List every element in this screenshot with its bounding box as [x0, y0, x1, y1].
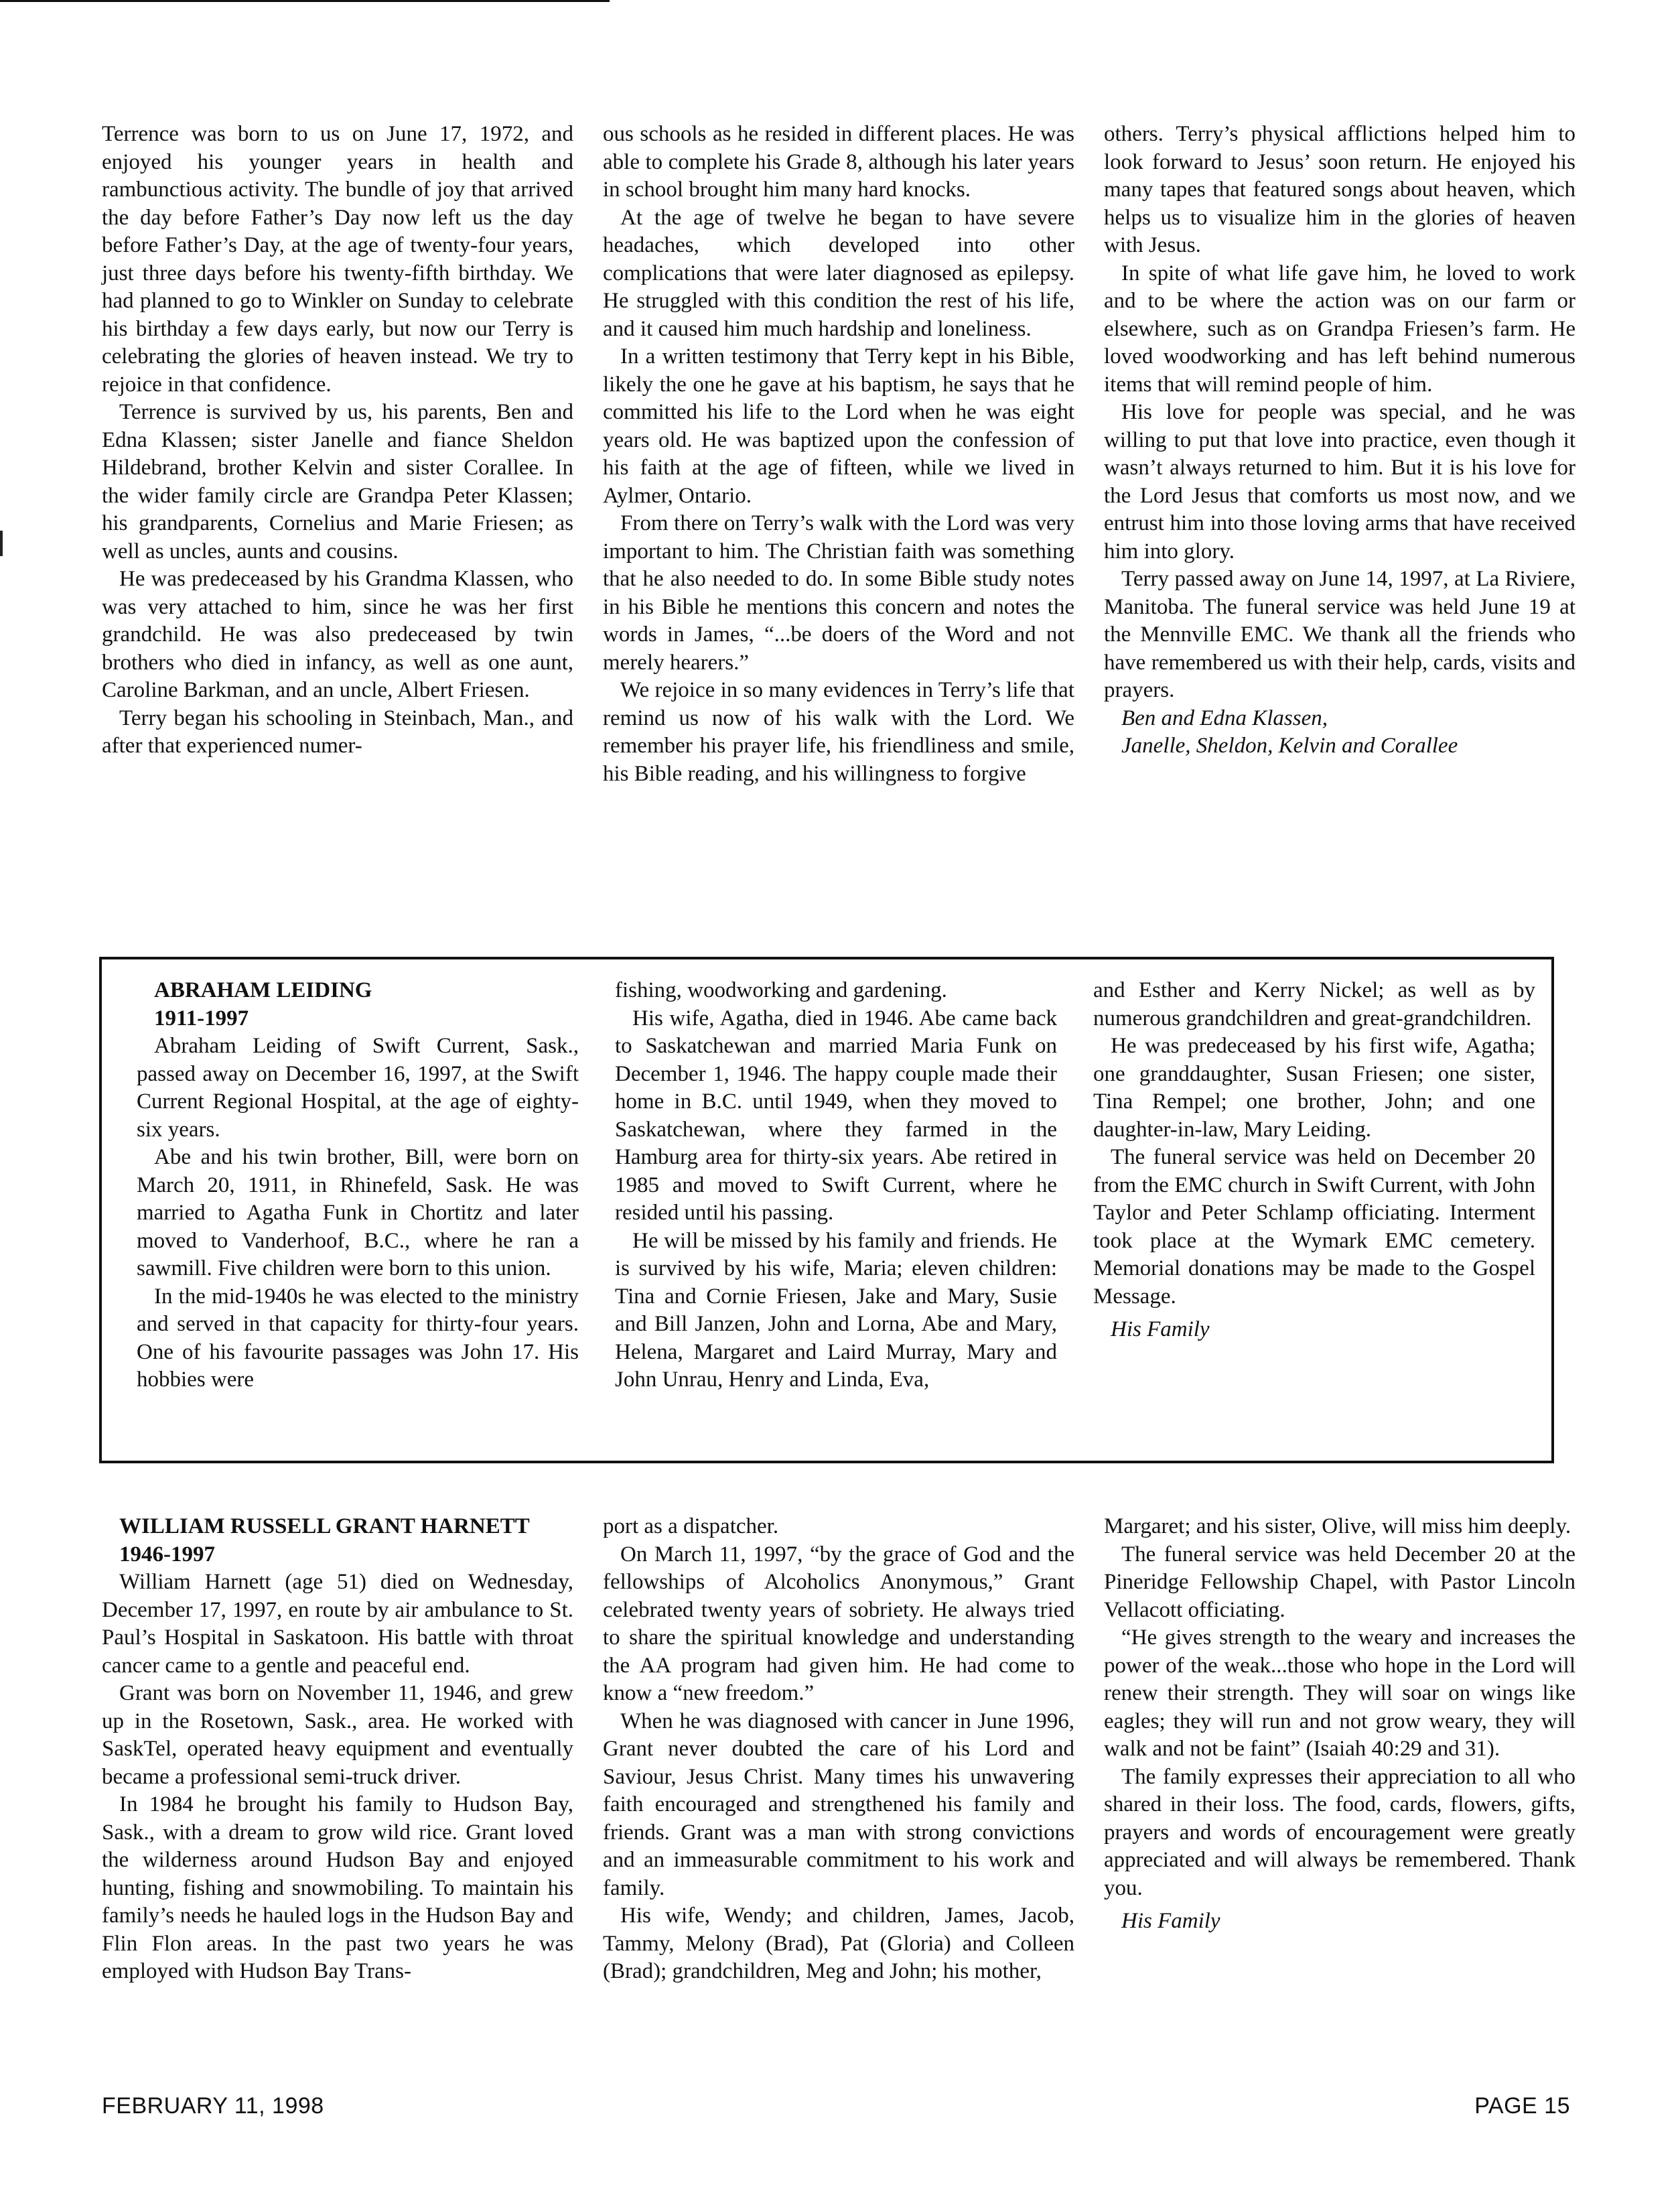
obituary-years: 1911-1997	[154, 1006, 249, 1030]
paragraph: His wife, Agatha, died in 1946. Abe came back to Saskatchewan and married Maria Funk on December 1, 1946. The happy couple made their home in B.C. until 1949, when they moved to Saskatchewan, where they farmed in the Hamburg area for thirty-six years. Abe retired in 1985 and moved to Swift Current, where he resided until his passing.	[615, 1006, 1057, 1225]
obituary-abraham-leiding	[99, 957, 1554, 1463]
column-3	[1104, 121, 1576, 788]
paragraph: His wife, Wendy; and children, James, Jacob, Tammy, Melony (Brad), Pat (Gloria) and Colleen (Brad); grandchildren, Meg and John; his mother,	[603, 1904, 1074, 1983]
paragraph: Grant was born on November 11, 1946, and grew up in the Rosetown, Sask., area. He worked with SaskTel, operated heavy equipment and eventually became a professional semi-truck driver.	[102, 1681, 573, 1789]
paragraph: fishing, woodworking and gardening.	[615, 978, 947, 1002]
paragraph: The family expresses their appreciation to all who shared in their loss. The food, cards, flowers, gifts, prayers and words of encouragement were greatly appreciated and will always be remembered. Thank you.	[1104, 1764, 1576, 1900]
paragraph: From there on Terry’s walk with the Lord was very important to him. The Christian faith was something that he also needed to do. In some Bible study notes in his Bible he mentions this concern and notes the words in James, “...be doers of the Word and not merely hearers.”	[603, 511, 1074, 675]
paragraph: Margaret; and his sister, Olive, will miss him deeply.	[1104, 1514, 1571, 1538]
paragraph: William Harnett (age 51) died on Wednesday, December 17, 1997, en route by air ambulance to St. Paul’s Hospital in Saskatoon. His battle with throat cancer came to a gentle and peaceful end.	[102, 1570, 573, 1678]
paragraph: We rejoice in so many evidences in Terry’s life that remind us now of his walk with the Lord. We remember his prayer life, his friendliness and smile, his Bible reading, and his willingness to forgive	[603, 678, 1074, 786]
column-1	[102, 121, 573, 788]
paragraph: In the mid-1940s he was elected to the ministry and served in that capacity for thirty-four years. One of his favourite passages was John 17. His hobbies were	[137, 1284, 579, 1392]
column-3	[1093, 977, 1535, 1394]
paragraph: Terrence was born to us on June 17, 1972, and enjoyed his younger years in health and rambunctious activity. The bundle of joy that arrived the day before Father’s Day now left us the day before Father’s Day, at the age of twenty-four years, just three days before his twenty-fifth birthday. We had planned to go to Winkler on Sunday to celebrate his birthday a few days early, but now our Terry is celebrating the glories of heaven instead. We try to rejoice in that confidence.	[102, 122, 573, 397]
column-1	[102, 1513, 573, 1986]
paragraph: He will be missed by his family and friends. He is survived by his wife, Maria; eleven children: Tina and Cornie Friesen, Jake and Mary, Susie and Bill Janzen, John and Lorna, Abe and Mary, Helena, Margaret and Laird Murray, Mary and John Unrau, Henry and Linda, Eva,	[615, 1228, 1057, 1392]
paragraph: port as a dispatcher.	[603, 1514, 779, 1538]
paragraph: His love for people was special, and he was willing to put that love into practice, even though it wasn’t always returned to him. But it is his love for the Lord Jesus that comforts us most now, and we entrust him into those loving arms that have received him into glory.	[1104, 400, 1576, 563]
page-footer	[102, 2093, 1570, 2119]
paragraph: ous schools as he resided in different places. He was able to complete his Grade 8, although his later years in school brought him many hard knocks.	[603, 122, 1074, 202]
obituary-terrence	[102, 121, 1576, 788]
column-3	[1104, 1513, 1576, 1986]
obituary-name: ABRAHAM LEIDING	[154, 978, 372, 1002]
paragraph: Terry began his schooling in Steinbach, Man., and after that experienced numer-	[102, 706, 573, 758]
paragraph: On March 11, 1997, “by the grace of God and the fellowships of Alcoholics Anonymous,” Grant celebrated twenty years of sobriety. He always tried to share the spiritual knowledge and understanding the AA program had given him. He had come to know a “new freedom.”	[603, 1542, 1074, 1705]
paragraph: The funeral service was held December 20 at the Pineridge Fellowship Chapel, with Pastor Lincoln Vellacott officiating.	[1104, 1542, 1576, 1622]
paragraph: In 1984 he brought his family to Hudson Bay, Sask., with a dream to grow wild rice. Grant loved the wilderness around Hudson Bay and enjoyed hunting, fishing and snowmobiling. To maintain his family’s needs he hauled logs in the Hudson Bay and Flin Flon areas. In the past two years he was employed with Hudson Bay Trans-	[102, 1792, 573, 1983]
paragraph: When he was diagnosed with cancer in June 1996, Grant never doubted the care of his Lord and Saviour, Jesus Christ. Many times his unwavering faith encouraged and strengthened his family and friends. Grant was a man with strong convictions and an immeasurable commitment to his work and family.	[603, 1709, 1074, 1900]
paragraph: In spite of what life gave him, he loved to work and to be where the action was on our farm or elsewhere, such as on Grandpa Friesen’s farm. He loved woodworking and has left behind numerous items that will remind people of him.	[1104, 261, 1576, 397]
paragraph: Abraham Leiding of Swift Current, Sask., passed away on December 16, 1997, at the Swift Current Regional Hospital, at the age of eighty-six years.	[137, 1034, 579, 1142]
obituary-william-harnett	[102, 1513, 1576, 1986]
signature: Janelle, Sheldon, Kelvin and Corallee	[1121, 734, 1458, 758]
top-rule	[0, 0, 610, 2]
signature: Ben and Edna Klassen,	[1121, 706, 1328, 730]
paragraph: He was predeceased by his Grandma Klassen, who was very attached to him, since he was her first grandchild. He was also predeceased by twin brothers who died in infancy, as well as one aunt, Caroline Barkman, and an uncle, Albert Friesen.	[102, 567, 573, 702]
paragraph: Terrence is survived by us, his parents, Ben and Edna Klassen; sister Janelle and fiance Sheldon Hildebrand, brother Kelvin and sister Corallee. In the wider family circle are Grandpa Peter Klassen; his grandparents, Cornelius and Marie Friesen; as well as uncles, aunts and cousins.	[102, 400, 573, 563]
column-2	[615, 977, 1057, 1394]
paragraph: The funeral service was held on December 20 from the EMC church in Swift Current, with John Taylor and Peter Schlamp officiating. Interment took place at the Wymark EMC cemetery. Memorial donations may be made to the Gospel Message.	[1093, 1145, 1535, 1309]
paragraph: others. Terry’s physical afflictions helped him to look forward to Jesus’ soon return. He enjoyed his many tapes that featured songs about heaven, which helps us to visualize him in the glories of heaven with Jesus.	[1104, 122, 1576, 257]
paragraph: and Esther and Kerry Nickel; as well as by numerous grandchildren and great-grandchildren.	[1093, 978, 1535, 1030]
signature: His Family	[1111, 1317, 1210, 1341]
paragraph: “He gives strength to the weary and increases the power of the weak...those who hope in the Lord will renew their strength. They will soar on wings like eagles; they will run and not grow weary, they will walk and not be faint” (Isaiah 40:29 and 31).	[1104, 1625, 1576, 1761]
paragraph: At the age of twelve he began to have severe headaches, which developed into other complications that were later diagnosed as epilepsy. He struggled with this condition the rest of his life, and it caused him much hardship and loneliness.	[603, 205, 1074, 341]
obituary-years: 1946-1997	[119, 1542, 215, 1567]
edge-mark	[0, 531, 3, 556]
obituary-name: WILLIAM RUSSELL GRANT HARNETT	[119, 1514, 530, 1538]
column-2	[603, 121, 1074, 788]
paragraph: Abe and his twin brother, Bill, were born on March 20, 1911, in Rhinefeld, Sask. He was married to Agatha Funk in Chortitz and later moved to Vanderhoof, B.C., where he ran a sawmill. Five children were born to this union.	[137, 1145, 579, 1280]
paragraph: He was predeceased by his first wife, Agatha; one granddaughter, Susan Friesen; one sister, Tina Rempel; one brother, John; and one daughter-in-law, Mary Leiding.	[1093, 1034, 1535, 1142]
page-number: PAGE 15	[1474, 2093, 1570, 2119]
paragraph: Terry passed away on June 14, 1997, at La Riviere, Manitoba. The funeral service was held June 19 at the Mennville EMC. We thank all the friends who have remembered us with their help, cards, visits and prayers.	[1104, 567, 1576, 702]
signature: His Family	[1121, 1909, 1220, 1933]
issue-date: FEBRUARY 11, 1998	[102, 2093, 324, 2119]
paragraph: In a written testimony that Terry kept in his Bible, likely the one he gave at his baptism, he says that he committed his life to the Lord when he was eight years old. He was baptized upon the confession of his faith at the age of fifteen, while we lived in Aylmer, Ontario.	[603, 344, 1074, 508]
column-2	[603, 1513, 1074, 1986]
column-1	[137, 977, 579, 1394]
